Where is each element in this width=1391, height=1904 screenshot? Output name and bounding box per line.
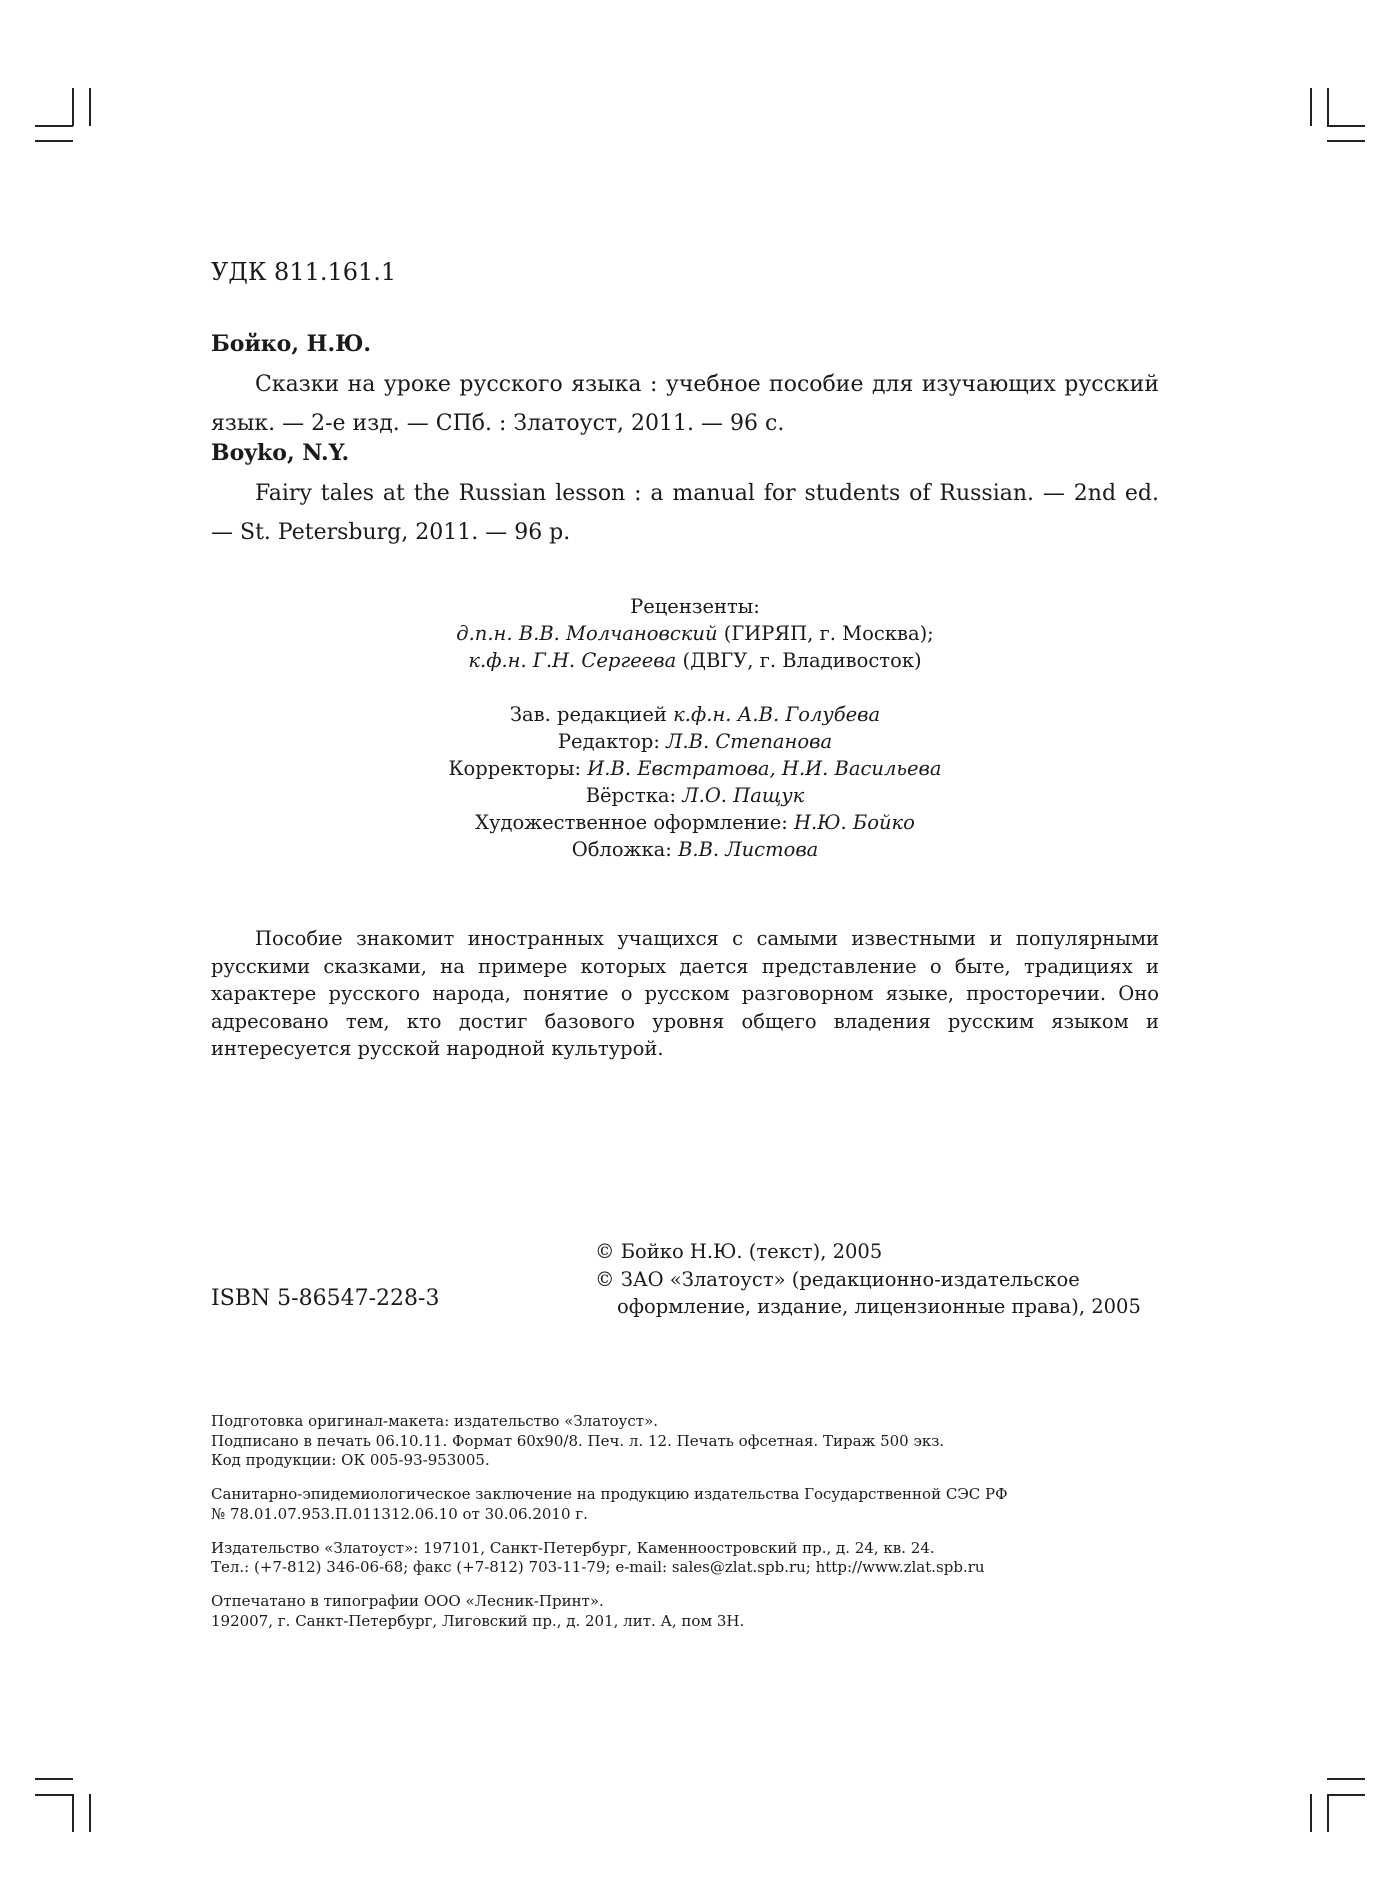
bib-entry-en [211, 440, 1159, 552]
imprint-line: 192007, г. Санкт-Петербург, Лиговский пр., д. 201, лит. А, пом 3Н. [211, 1611, 745, 1630]
staff-role: Обложка: [571, 838, 679, 861]
crop-mark [1327, 1778, 1365, 1780]
reviewer-line [395, 620, 995, 647]
bib-text-en: Fairy tales at the Russian lesson : a manual for students of Russian. — 2nd ed. — St. Petersburg, 2011. — 96 p. [211, 481, 1159, 545]
imprint-block [211, 1412, 1161, 1645]
crop-mark [72, 88, 74, 126]
imprint-line: № 78.01.07.953.П.011312.06.10 от 30.06.2010 г. [211, 1504, 588, 1523]
reviewer-name: к.ф.н. Г.Н. Сергеева [468, 649, 677, 672]
reviewer-org: (ДВГУ, г. Владивосток) [676, 649, 922, 672]
crop-mark [1310, 1794, 1312, 1832]
crop-mark [89, 1794, 91, 1832]
credits-block [395, 593, 995, 863]
reviewer-line [395, 647, 995, 674]
copyright-block [595, 1238, 1160, 1321]
staff-name: к.ф.н. А.В. Голубева [673, 703, 881, 726]
staff-name: В.В. Листова [678, 838, 819, 861]
copyright-line: © Бойко Н.Ю. (текст), 2005 [595, 1240, 883, 1263]
crop-mark [35, 1794, 73, 1796]
staff-role: Вёрстка: [585, 784, 683, 807]
staff-name: И.В. Евстратова, Н.И. Васильева [587, 757, 942, 780]
imprint-line: Код продукции: ОК 005-93-953005. [211, 1451, 490, 1470]
udk-code: УДК 811.161.1 [211, 258, 397, 286]
annotation: Пособие знакомит иностранных учащихся с самыми известными и популярными русскими сказками, на примере которых дается представление о быте, традициях и характере русского народа, понятие о русском разговорном языке, просторечии. Оно адресовано тем, кто достиг базового уровня общего владения русским языком и интересуется русской народной культурой. [211, 927, 1159, 1060]
staff-role: Редактор: [557, 730, 667, 753]
copyright-line: © ЗАО «Златоуст» (редакционно-издательское оформление, издание, лицензионные права), 2005 [595, 1267, 1141, 1318]
staff-role: Зав. редакцией [509, 703, 674, 726]
imprint-line: Издательство «Златоуст»: 197101, Санкт-Петербург, Каменноостровский пр., д. 24, кв. 24. [211, 1538, 935, 1557]
reviewers-title: Рецензенты: [630, 595, 760, 618]
crop-mark [1327, 125, 1365, 127]
staff-name: Л.В. Степанова [666, 730, 833, 753]
crop-mark [35, 1778, 73, 1780]
staff-line [395, 755, 995, 782]
author-ru: Бойко, Н.Ю. [211, 331, 372, 357]
crop-mark [35, 125, 73, 127]
imprint-line: Подготовка оригинал-макета: издательство «Златоуст». [211, 1412, 659, 1430]
crop-mark [1327, 1794, 1329, 1832]
imprint-line: Подписано в печать 06.10.11. Формат 60х90/8. Печ. л. 12. Печать офсетная. Тираж 500 экз. [211, 1431, 945, 1450]
isbn: ISBN 5-86547-228-3 [211, 1286, 440, 1311]
crop-mark [1327, 88, 1329, 126]
staff-line [395, 701, 995, 728]
bib-entry-ru [211, 331, 1159, 443]
crop-mark [1327, 1794, 1365, 1796]
crop-mark [1310, 88, 1312, 126]
imprint-line: Тел.: (+7-812) 346-06-68; факс (+7-812) 703-11-79; e-mail: sales@zlat.spb.ru; http://www.zlat.spb.ru [211, 1558, 985, 1577]
reviewer-name: д.п.н. В.В. Молчановский [456, 622, 718, 645]
staff-line [395, 836, 995, 863]
staff-role: Корректоры: [448, 757, 588, 780]
staff-line [395, 809, 995, 836]
bib-text-ru: Сказки на уроке русского языка : учебное пособие для изучающих русский язык. — 2-е изд. — СПб. : Златоуст, 2011. — 96 с. [211, 372, 1159, 436]
crop-mark [89, 88, 91, 126]
staff-role: Художественное оформление: [475, 811, 794, 834]
staff-name: Л.О. Пащук [682, 784, 805, 807]
staff-name: Н.Ю. Бойко [794, 811, 915, 834]
crop-mark [1327, 140, 1365, 142]
crop-mark [72, 1794, 74, 1832]
reviewer-org: (ГИРЯП, г. Москва); [717, 622, 934, 645]
author-en: Boyko, N.Y. [211, 440, 350, 466]
staff-line [395, 782, 995, 809]
staff-line [395, 728, 995, 755]
imprint-line: Санитарно-эпидемиологическое заключение на продукцию издательства Государственной СЭС РФ [211, 1485, 1008, 1504]
imprint-line: Отпечатано в типографии ООО «Лесник-Принт». [211, 1591, 604, 1610]
crop-mark [35, 140, 73, 142]
